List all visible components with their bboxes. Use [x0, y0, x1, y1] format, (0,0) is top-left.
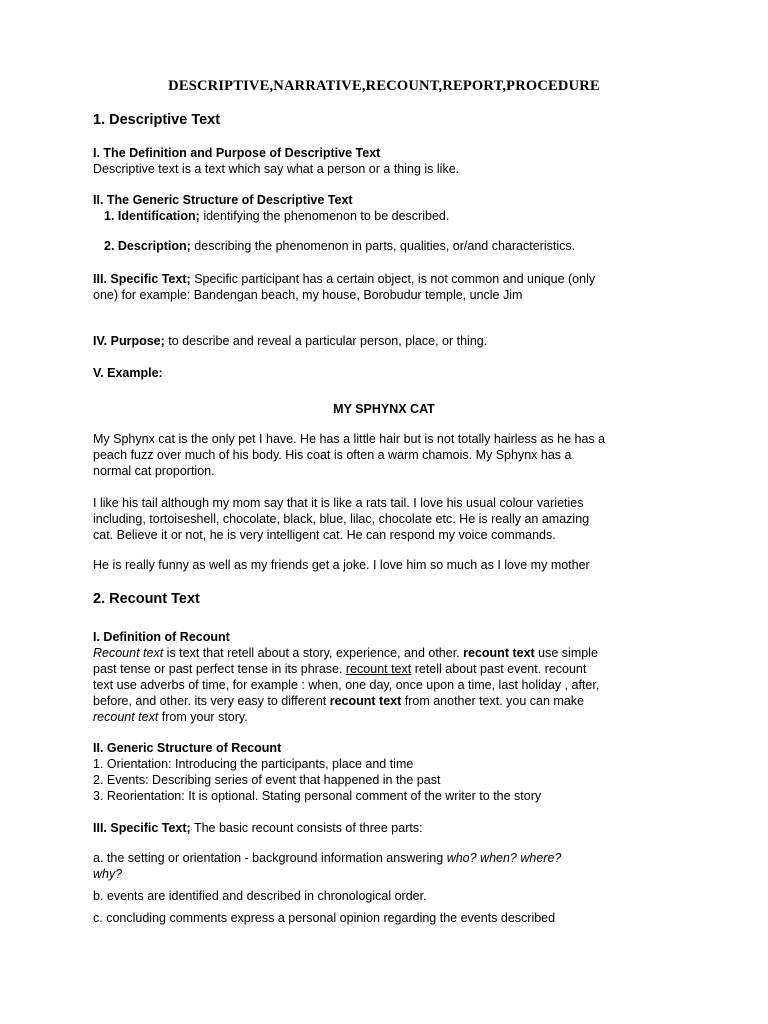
descriptive-example-label: V. Example:: [93, 366, 163, 380]
document-title: DESCRIPTIVE,NARRATIVE,RECOUNT,REPORT,PROCEDURE: [168, 78, 600, 94]
specific-text: Specific participant has a certain object, is not common and unique (only: [190, 272, 596, 286]
recount-specific-text: [93, 820, 423, 836]
example-paragraph-2-line: I like his tail although my mom say that it is like a rats tail. I love his usual colour varieties: [93, 496, 584, 510]
descriptive-definition-title: I. The Definition and Purpose of Descriptive Text: [93, 146, 381, 160]
example-paragraph-2-line: cat. Believe it or not, he is very intelligent cat. He can respond my voice commands.: [93, 528, 556, 542]
recount-definition-title: I. Definition of Recount: [93, 630, 230, 644]
recount-definition-line: [93, 661, 586, 677]
item-label: 2. Description;: [104, 239, 191, 253]
structure-item-identification: [104, 208, 449, 224]
text-run: from your story.: [158, 710, 248, 724]
term-recount-text: recount text: [345, 662, 412, 676]
term-recount-text: recount text: [329, 694, 402, 708]
item-text: identifying the phenomenon to be described.: [199, 209, 450, 223]
example-paragraph-1-line: peach fuzz over much of his body. His coat is often a warm chamois. My Sphynx has a: [93, 448, 572, 462]
text-run: past tense or past perfect tense in its phrase.: [93, 662, 346, 676]
text-run: is text that retell about a story, experience, and other.: [163, 646, 464, 660]
descriptive-specific-line-2: one) for example: Bandengan beach, my house, Borobudur temple, uncle Jim: [93, 288, 523, 302]
recount-structure-item: 2. Events: Describing series of event that happened in the past: [93, 773, 441, 787]
part-text: concluding comments express a personal opinion regarding the events described: [102, 911, 556, 925]
recount-part-a-continued: why?: [93, 867, 123, 881]
recount-structure-item: 3. Reorientation: It is optional. Stating personal comment of the writer to the story: [93, 789, 542, 803]
list-marker: b.: [93, 889, 104, 903]
term-recount-text: recount text: [463, 646, 535, 660]
recount-structure-title: II. Generic Structure of Recount: [93, 741, 282, 755]
recount-part-a: [93, 850, 561, 866]
recount-definition-line: [93, 709, 248, 725]
descriptive-specific-line-1: [93, 271, 595, 287]
specific-label: III. Specific Text;: [93, 272, 191, 286]
list-marker: a.: [93, 851, 104, 865]
descriptive-structure-title: II. The Generic Structure of Descriptive Text: [93, 193, 353, 207]
text-run: retell about past event. recount: [411, 662, 587, 676]
part-italic: who? when? where?: [446, 851, 562, 865]
item-text: describing the phenomenon in parts, qualities, or/and characteristics.: [190, 239, 576, 253]
item-label: 1. Identification;: [104, 209, 200, 223]
example-paragraph-2-line: including, tortoiseshell, chocolate, black, blue, lilac, chocolate etc. He is really an amazing: [93, 512, 590, 526]
recount-definition-line: [93, 693, 584, 709]
text-run: use simple: [534, 646, 598, 660]
specific-text: The basic recount consists of three parts:: [190, 821, 423, 835]
list-marker: c.: [93, 911, 103, 925]
recount-definition-line: [93, 645, 598, 661]
descriptive-definition-text: Descriptive text is a text which say what a person or a thing is like.: [93, 162, 460, 176]
structure-item-description: [104, 238, 575, 254]
term-recount-text: recount text: [93, 710, 159, 724]
text-run: before, and other. its very easy to different: [93, 694, 330, 708]
recount-definition-line: text use adverbs of time, for example : when, one day, once upon a time, last holiday , after,: [93, 678, 600, 692]
example-paragraph-1-line: normal cat proportion.: [93, 464, 215, 478]
purpose-label: IV. Purpose;: [93, 334, 165, 348]
recount-part-b: [93, 888, 427, 904]
section-heading-recount: 2. Recount Text: [93, 591, 200, 607]
recount-part-c: [93, 910, 555, 926]
section-heading-descriptive: 1. Descriptive Text: [93, 112, 221, 128]
part-text: events are identified and described in chronological order.: [103, 889, 427, 903]
example-title: MY SPHYNX CAT: [333, 402, 435, 416]
example-paragraph-1-line: My Sphynx cat is the only pet I have. He has a little hair but is not totally hairless as he has a: [93, 432, 606, 446]
text-run: from another text. you can make: [401, 694, 584, 708]
part-text: the setting or orientation - background information answering: [103, 851, 447, 865]
specific-label: III. Specific Text;: [93, 821, 191, 835]
example-paragraph-3: He is really funny as well as my friends get a joke. I love him so much as I love my mother: [93, 558, 590, 572]
term-recount-text: Recount text: [93, 646, 164, 660]
recount-structure-item: 1. Orientation: Introducing the participants, place and time: [93, 757, 414, 771]
purpose-text: to describe and reveal a particular person, place, or thing.: [164, 334, 488, 348]
descriptive-purpose: [93, 333, 487, 349]
